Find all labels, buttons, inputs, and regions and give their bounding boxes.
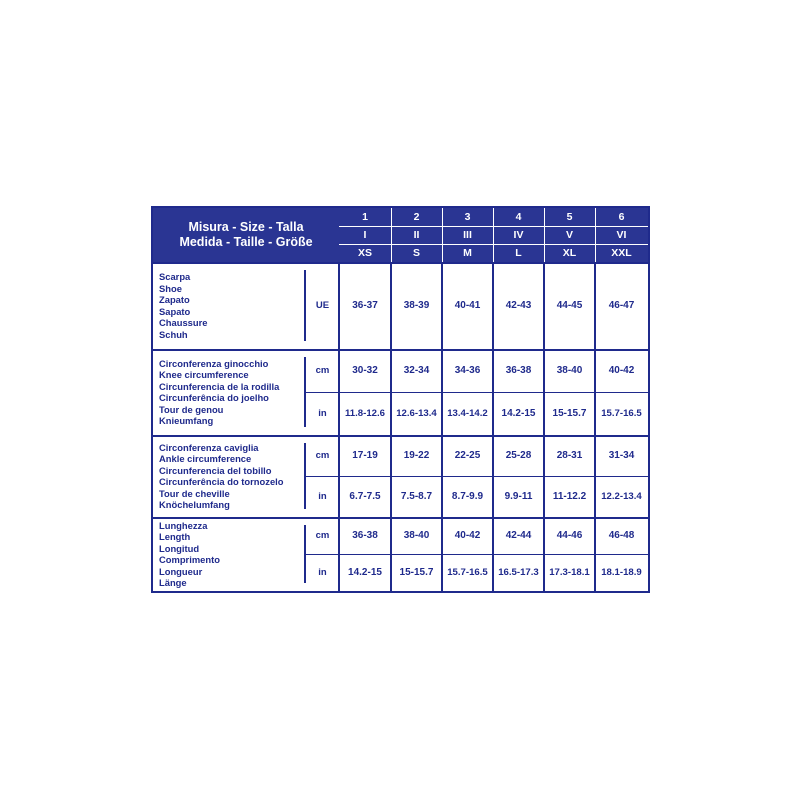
value-cell: 46-47	[608, 300, 635, 311]
section-label: Longueur	[159, 565, 203, 577]
value-cell: 11.8-12.6	[344, 408, 385, 419]
section-label: Tour de cheville	[159, 487, 230, 499]
value-cell: 17-19	[352, 450, 378, 461]
size-letters-header: S	[391, 244, 442, 262]
value-cell: 46-48	[608, 530, 635, 541]
value-cell: 15-15.7	[399, 567, 434, 578]
value-cell: 12.2-13.4	[601, 491, 642, 502]
value-cell: 40-42	[608, 365, 635, 376]
section-label: Tour de genou	[159, 403, 224, 415]
title-line-2: Medida - Taille - Größe	[179, 235, 313, 249]
section-label: Scarpa	[159, 271, 191, 282]
size-chart	[151, 206, 650, 593]
size-roman-header: IV	[493, 226, 544, 244]
value-cell: 13.4-14.2	[447, 408, 488, 419]
section-label: Longitud	[159, 542, 200, 554]
section-label: Lunghezza	[159, 519, 208, 531]
header-grid-line	[391, 208, 392, 262]
unit-label: cm	[315, 530, 330, 541]
header-divider	[153, 262, 648, 264]
size-letters-header: L	[493, 244, 544, 262]
value-cell: 8.7-9.9	[451, 491, 484, 502]
value-cell: 17.3-18.1	[549, 567, 590, 578]
value-cell: 32-34	[403, 365, 430, 376]
label-unit-divider	[304, 443, 306, 509]
value-cell: 15-15.7	[552, 408, 587, 419]
value-cell: 16.5-17.3	[498, 567, 539, 578]
section-label: Schuh	[159, 328, 188, 340]
section-label: Knöchelumfang	[159, 499, 230, 510]
column-divider	[441, 262, 443, 591]
label-unit-divider	[304, 357, 306, 427]
size-letters-header: XXL	[595, 244, 648, 262]
section-label: Knieumfang	[159, 415, 214, 426]
section-label: Sapato	[159, 305, 191, 317]
unit-label: in	[318, 567, 327, 578]
size-letters-header: XS	[339, 244, 391, 262]
row-divider	[306, 476, 648, 477]
value-cell: 9.9-11	[504, 491, 533, 502]
value-cell: 11-12.2	[552, 491, 587, 502]
column-divider	[338, 262, 340, 591]
section-label: Chaussure	[159, 317, 208, 328]
value-cell: 36-37	[352, 300, 378, 311]
value-cell: 36-38	[352, 530, 378, 541]
value-cell: 42-44	[505, 530, 532, 541]
value-cell: 38-39	[403, 300, 430, 311]
size-numbers-header: 6	[595, 208, 648, 226]
value-cell: 14.2-15	[348, 567, 382, 578]
size-letters-header: M	[442, 244, 493, 262]
section-labels	[159, 358, 279, 427]
value-cell: 14.2-15	[501, 408, 536, 419]
value-cell: 38-40	[556, 365, 583, 376]
row-divider	[306, 554, 648, 555]
unit-label: in	[318, 491, 327, 502]
value-cell: 38-40	[403, 530, 430, 541]
section-label: Comprimento	[159, 554, 220, 565]
value-cell: 25-28	[505, 450, 532, 461]
section-label: Circonferenza ginocchio	[159, 357, 269, 369]
section-labels	[159, 271, 207, 340]
section-label: Länge	[159, 577, 187, 588]
column-divider	[594, 262, 596, 591]
size-numbers-header: 1	[339, 208, 391, 226]
size-roman-header: VI	[595, 226, 648, 244]
size-numbers-header: 4	[493, 208, 544, 226]
size-numbers-header: 3	[442, 208, 493, 226]
label-unit-divider	[304, 525, 306, 583]
value-cell: 6.7-7.5	[349, 491, 381, 502]
value-cell: 15.7-16.5	[601, 408, 642, 419]
unit-label: cm	[315, 450, 330, 461]
section-label: Shoe	[159, 282, 182, 294]
unit-label: UE	[315, 300, 330, 311]
section-label: Circunferencia de la rodilla	[159, 380, 280, 392]
size-numbers-header: 2	[391, 208, 442, 226]
column-divider	[492, 262, 494, 591]
value-cell: 30-32	[352, 365, 378, 376]
value-cell: 40-41	[454, 300, 481, 311]
column-divider	[390, 262, 392, 591]
value-cell: 15.7-16.5	[447, 567, 488, 578]
value-cell: 36-38	[505, 365, 532, 376]
value-cell: 44-45	[556, 300, 583, 311]
section-label: Ankle circumference	[159, 453, 252, 464]
value-cell: 18.1-18.9	[601, 567, 642, 578]
header-grid-line	[595, 208, 596, 262]
size-numbers-header: 5	[544, 208, 595, 226]
size-letters-header: XL	[544, 244, 595, 262]
value-cell: 22-25	[454, 450, 481, 461]
section-label: Circonferenza caviglia	[159, 441, 259, 453]
section-label: Circunferência do joelho	[159, 392, 269, 403]
unit-label: cm	[315, 365, 330, 376]
section-label: Circunferencia del tobillo	[159, 464, 272, 476]
unit-label: in	[318, 408, 327, 419]
section-label: Knee circumference	[159, 369, 249, 380]
section-labels	[159, 520, 220, 589]
row-divider	[306, 392, 648, 393]
value-cell: 40-42	[454, 530, 481, 541]
value-cell: 44-46	[556, 530, 583, 541]
value-cell: 19-22	[403, 450, 430, 461]
title-line-1: Misura - Size - Talla	[188, 220, 304, 234]
chart-title	[153, 208, 339, 262]
label-unit-divider	[304, 270, 306, 341]
size-roman-header: V	[544, 226, 595, 244]
value-cell: 31-34	[608, 450, 635, 461]
value-cell: 42-43	[505, 300, 532, 311]
size-roman-header: III	[442, 226, 493, 244]
section-label: Zapato	[159, 294, 190, 305]
value-cell: 12.6-13.4	[396, 408, 437, 419]
header-grid-line	[544, 208, 545, 262]
value-cell: 28-31	[556, 450, 583, 461]
header-grid-line	[493, 208, 494, 262]
column-divider	[543, 262, 545, 591]
value-cell: 34-36	[454, 365, 481, 376]
section-label: Length	[159, 531, 191, 542]
section-labels	[159, 442, 284, 511]
header-grid-line	[442, 208, 443, 262]
size-roman-header: II	[391, 226, 442, 244]
section-label: Circunferência do tornozelo	[159, 476, 284, 487]
size-roman-header: I	[339, 226, 391, 244]
value-cell: 7.5-8.7	[400, 491, 433, 502]
